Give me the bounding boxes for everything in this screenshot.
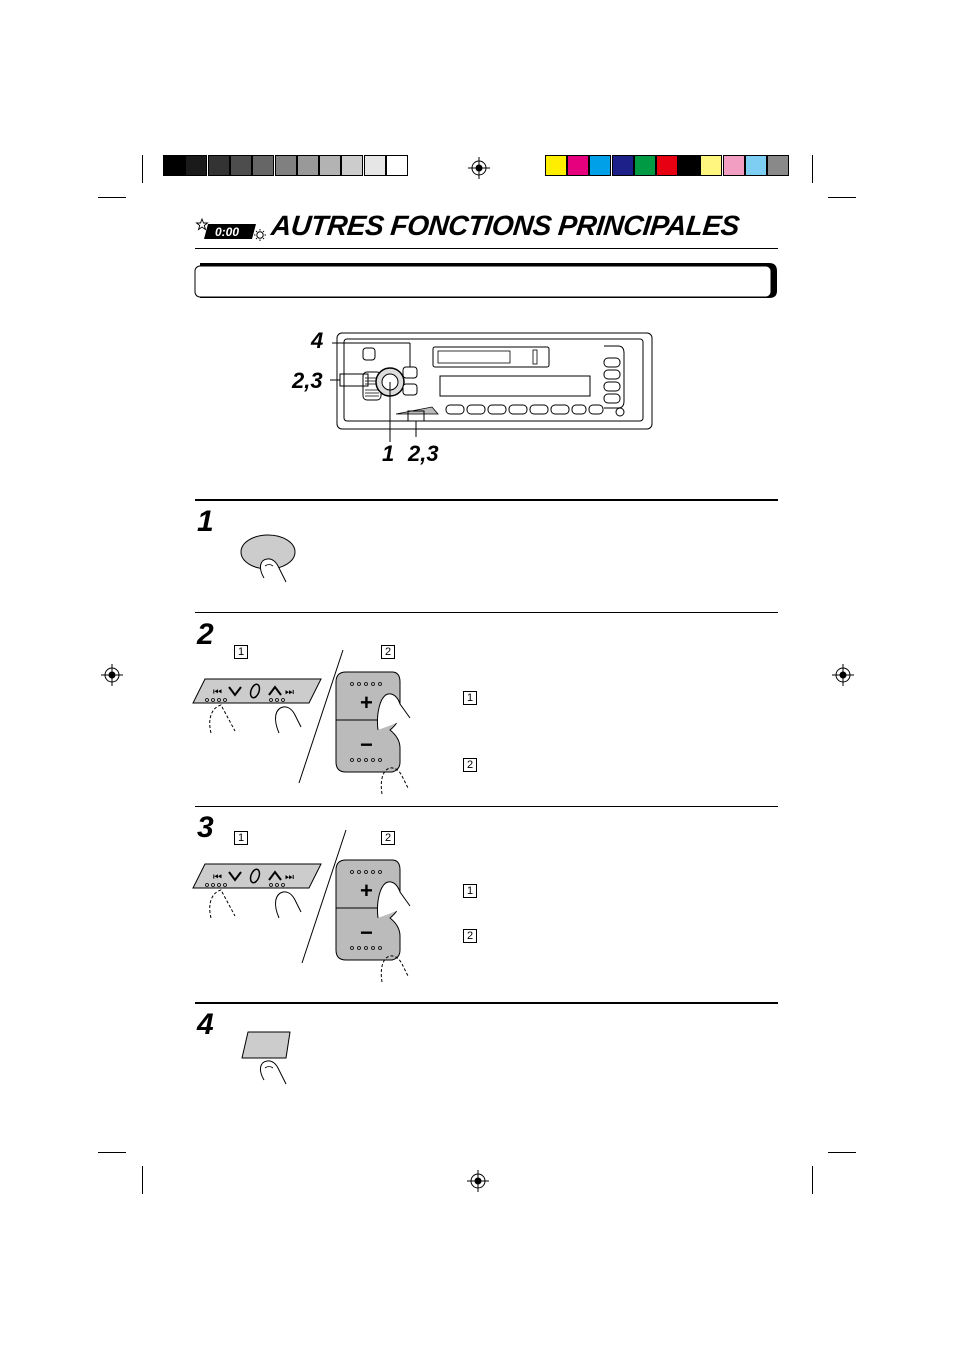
registration-target-icon: [101, 664, 123, 686]
step-number: 1: [197, 505, 214, 538]
step-divider: [195, 612, 778, 613]
page-title: AUTRES FONCTIONS PRINCIPALES: [269, 210, 741, 241]
callout-label: 2,3: [292, 368, 323, 393]
svg-text:⏮: ⏮: [213, 872, 222, 883]
color-swatch: [634, 155, 656, 176]
plus-glyph: +: [360, 690, 373, 715]
gray-swatch: [341, 155, 363, 176]
gray-swatch: [208, 155, 230, 176]
plus-minus-buttons-illustration: [334, 670, 414, 800]
gray-swatch: [252, 155, 274, 176]
color-swatch: [745, 155, 767, 176]
registration-target-icon: [468, 157, 490, 179]
color-swatch: [567, 155, 589, 176]
minus-glyph: −: [360, 732, 373, 757]
gray-swatch: [386, 155, 408, 176]
registration-target-icon: [467, 1170, 489, 1192]
crop-mark: [828, 1152, 856, 1153]
gray-swatch: [319, 155, 341, 176]
step-divider: [195, 806, 778, 807]
plus-glyph: +: [360, 878, 373, 903]
svg-text:⏭: ⏭: [285, 872, 294, 883]
gray-swatch: [297, 155, 319, 176]
color-swatch: [678, 155, 700, 176]
car-stereo-faceplate: [336, 332, 654, 430]
crop-mark: [142, 1166, 143, 1194]
crop-mark: [812, 1166, 813, 1194]
step-divider: [195, 499, 778, 501]
gray-swatch: [364, 155, 386, 176]
crop-mark: [812, 155, 813, 183]
svg-text:⏭: ⏭: [285, 687, 294, 698]
color-swatch: [767, 155, 789, 176]
color-swatch: [656, 155, 678, 176]
title-underline: [195, 248, 778, 249]
callout-label: 4: [311, 328, 324, 353]
plus-minus-buttons-illustration: [334, 858, 414, 988]
crop-mark: [98, 1152, 126, 1153]
up-down-buttons-illustration: [193, 677, 323, 737]
option-label: 2: [463, 929, 477, 943]
step-number: 4: [197, 1008, 214, 1041]
up-down-buttons-illustration: [193, 862, 323, 922]
svg-text:⏮: ⏮: [213, 687, 222, 698]
gray-swatch: [185, 155, 207, 176]
crop-mark: [142, 155, 143, 183]
panel-label: 1: [234, 831, 248, 845]
color-swatch: [545, 155, 567, 176]
gray-swatch: [275, 155, 297, 176]
step-number: 2: [197, 618, 214, 651]
clock-icon-text: 0:00: [215, 225, 240, 239]
registration-target-icon: [832, 664, 854, 686]
section-banner: [194, 261, 780, 301]
color-swatch: [589, 155, 611, 176]
crop-mark: [828, 197, 856, 198]
option-label: 1: [463, 691, 477, 705]
press-button-illustration: [238, 532, 300, 592]
callout-label: 1: [382, 441, 395, 466]
crop-mark: [98, 197, 126, 198]
panel-label: 2: [381, 645, 395, 659]
color-swatch: [723, 155, 745, 176]
option-label: 1: [463, 884, 477, 898]
step-number: 3: [197, 811, 214, 844]
gray-swatch: [230, 155, 252, 176]
minus-glyph: −: [360, 920, 373, 945]
color-swatch: [612, 155, 634, 176]
clock-setting-icon: [198, 218, 266, 242]
callout-label: 2,3: [408, 441, 439, 466]
panel-label: 1: [234, 645, 248, 659]
color-swatch: [700, 155, 722, 176]
press-button-illustration: [238, 1030, 300, 1086]
step-divider: [195, 1002, 778, 1004]
option-label: 2: [463, 758, 477, 772]
panel-label: 2: [381, 831, 395, 845]
gray-swatch: [163, 155, 185, 176]
